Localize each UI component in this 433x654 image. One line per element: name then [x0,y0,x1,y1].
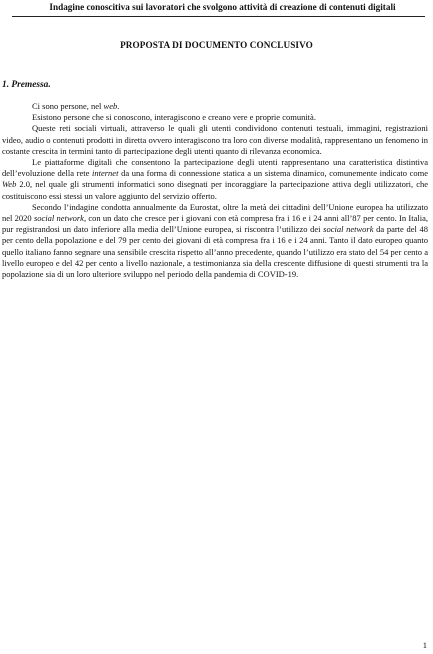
text-run: . [117,101,120,111]
text-run: 2.0, nel quale gli strumenti informatici sono disegnati per incoraggiare la partecipazione attiva degli utilizzatori, che costituiscono essi stessi un valore aggiunto del servizio offerto. [2,179,428,201]
italic-term: social network [33,213,84,224]
section-heading: 1. Premessa. [2,80,51,90]
paragraph-1 [2,101,428,112]
running-header: Indagine conoscitiva sui lavoratori che svolgono attività di creazione di contenuti digitali [49,2,396,12]
text-run: da una forma di connessione statica a un sistema dinamico, comunemente indicato come [118,168,428,179]
text-run: Secondo l’indagine condotta annualmente da Eurostat, oltre la metà dei cittadini dell’Unione europea ha utilizzato nel 2020 [2,201,428,224]
paragraph-2: Esistono persone che si conoscono, interagiscono e creano vere e proprie comunità. [32,112,316,123]
paragraph-3: Queste reti sociali virtuali, attraverso le quali gli utenti condividono contenuti testuali, immagini, registrazioni video, audio o contenuti prodotti in diretta ovvero interagiscono tra loro con diverse modalità, rappresentano un fenomeno in costante crescita in termini tanto di partecipazione degli utenti quanto di rilevanza economica. [2,123,428,156]
italic-term: internet [92,168,119,179]
page-number: 1 [422,640,427,650]
text-run: da parte del 48 per cento della popolazione e del 79 per cento dei giovani di età compresa fra i 16 e i 24 anni. Tanto il dato europeo quanto quello italiano fanno segnare una sensibile crescita rispetto all’anno precedente, quando l’utilizzo era stato del 54 per cento a livello europeo e del 42 per cento a livello nazionale, a testimonianza sia della crescente diffusione di questi strumenti tra la popolazione sia di un loro ulteriore sviluppo nel periodo della pandemia di COVID-19. [2,224,428,280]
paragraph-5 [2,202,428,280]
paragraph-4 [2,157,428,202]
text-run: Ci sono persone, nel [32,101,104,111]
text-run: Le piattaforme digitali che consentono la partecipazione degli utenti rappresentano una caratteristica distintiva dell’evoluzione della rete [2,157,428,179]
text-run: , con un dato che cresce per i giovani con età compresa fra i 16 e i 24 anni all’87 per cento. In Italia, pur registrandosi un dato inferiore alla media dell’Unione europea, si riscontra l’utilizzo dei [2,213,428,235]
italic-term: web [103,101,118,111]
italic-term: social network [323,224,374,235]
header-rule [12,16,425,17]
italic-term: Web [2,179,17,190]
document-title: PROPOSTA DI DOCUMENTO CONCLUSIVO [120,40,313,50]
body-text [2,101,428,280]
